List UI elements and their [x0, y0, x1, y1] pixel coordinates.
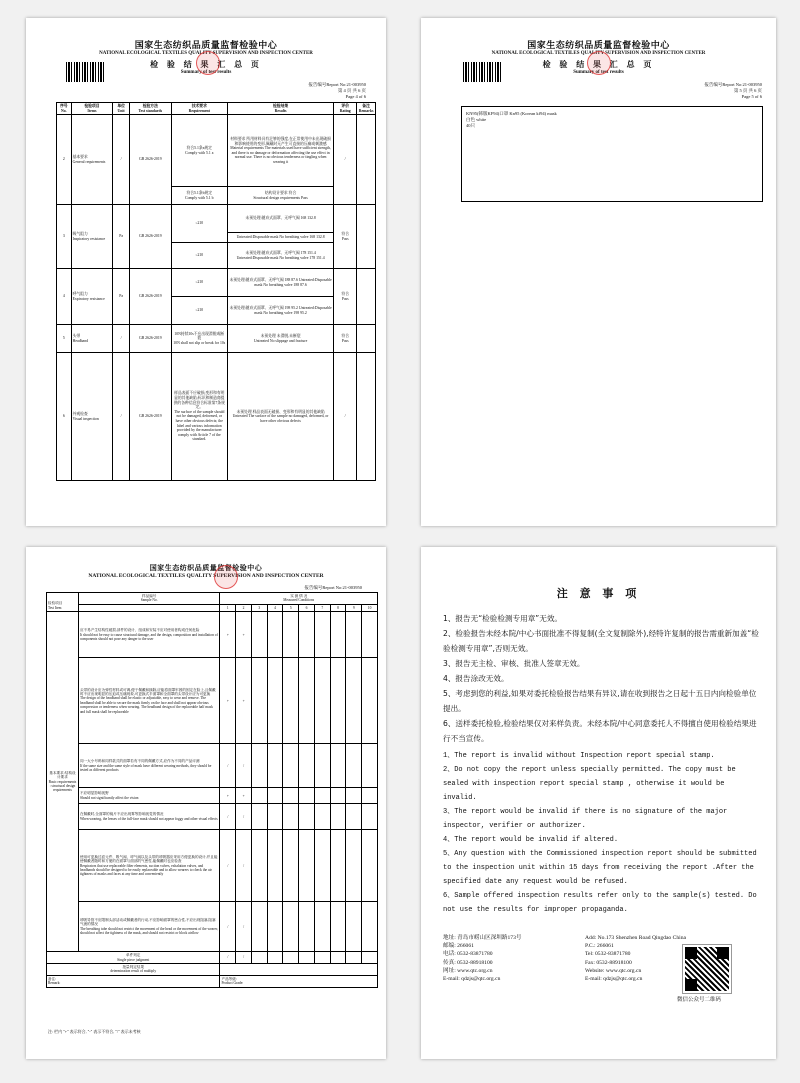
page-number-cn: 第 5 页 共 6 页	[733, 88, 762, 93]
table-row: 5 头带 Headband / GB 2626-2019 10N持续10s不应出现滑脱或断裂 10N shall not slip or break for 10s 未预处理 未滑脱,未断裂 Untreated No slippage and fracture 符合 Pass	[57, 325, 376, 353]
measured-conditions-table	[46, 592, 378, 988]
summary-title-cn: 检 验 结 果 汇 总 页	[150, 60, 262, 69]
table-number-row: 1 2 3 4 5 6 7 8 9 10	[47, 604, 378, 611]
sample-line: 40只	[466, 123, 475, 128]
table-row: 2 基本要求 General requirements / GB 2626-2019 符合5.1条a规定 Comply with 5.1 a 材料要求 所用材料具有足够的强度,在正常使用中未出现破损和影响使用的变形,佩戴时无产生可直接的压痛或刺激感 Material requirements The materials used have sufficient strength, and there is no damage or deformation affecting the use effect in normal use. There is no obvious tenderness or tingling when wearing it /	[57, 115, 376, 187]
org-title-cn: 国家生态纺织品质量监督检验中心	[527, 41, 670, 51]
table-row: 在佩戴时,全面罩的镜片不应出现雾等影响视觉的情况 When wearing, the lenses of the full-face mask should not appear foggy and other visual effects / /	[47, 804, 378, 830]
summary-title-cn: 检 验 结 果 汇 总 页	[542, 60, 655, 69]
single-judgment-row: 单件判定 Single piece judgment / /	[47, 952, 378, 964]
report-number: 报告编号Report No:21-003950	[704, 82, 762, 87]
measured-cn: 实 测 情 况	[290, 594, 308, 598]
col-no: 序号 No.	[57, 103, 72, 115]
test-item-cn: 检验项目	[48, 601, 63, 606]
contact-cn: 地址: 青岛市崂山区深圳路173号 邮编: 266061 电话: 0532-83871780 传真: 0532-88918100 网址: www.qtc.org.cn E-mail: qdzjs@qtc.org.cn	[443, 935, 522, 983]
notice-en-item: 2、Do not copy the report unless specially permitted. The copy must be sealed with inspection report special stamp , otherwise it would be invalid.	[443, 766, 736, 802]
qr-caption: 微信公众号二维码	[677, 997, 722, 1003]
table-row: ≤210 未预处理:随弃式面罩、无呼气阀 198 95.2 Untreated:Disposable mask No breathing valve 198 95.2	[57, 297, 376, 325]
seal-stamp	[196, 51, 220, 75]
org-title-cn: 国家生态纺织品质量监督检验中心	[149, 564, 263, 572]
notice-en-item: 4、The report would be invalid if altered.	[443, 836, 619, 844]
summary-title-en: Summary of test results	[180, 70, 232, 75]
notice-en-item: 5、Any question with the Commissioned inspection report should be submitted to the inspection unit within 15 days from receiving the report .After the specified date any request would be refused.	[443, 850, 757, 886]
table-row: 头带的设计应为弹性材料或可调,便于佩戴和摘除,应能将面罩牢固的固定在脸上,且佩戴时不应出现明显的压迫或压痛现象,可更换式半面罩和全面罩的头带设计应为可更换 The design of the headband shall be elastic or adjustable, easy to wear and remove. The headband shall be able to secure the mask firmly on the face and shall not appear obvious compression or tenderness when wearing. The headband design of the replaceable half mask and full mask shall be replaceable + +	[47, 658, 378, 744]
notice-title: 注 意 事 项	[556, 587, 641, 600]
test-item-en: Test Item	[48, 605, 62, 610]
sample-no-en: Sample No.	[140, 598, 158, 603]
measured-en: Measured Conditions	[283, 598, 315, 603]
report-meta	[704, 82, 762, 100]
col-standards: 检验方法 Test standards	[129, 103, 171, 115]
summary-title-en: Summary of test results	[573, 70, 624, 75]
notice-cn-item: 5、考虑到您的利益,如果对委托检验报告结果有异议,请在收到报告之日起十五日内向检验单位提出。	[443, 689, 757, 713]
table-row: 3 吸气阻力 Inspiratory resistance Pa GB 2626-2019 ≤210 未预处理:随弃式面罩、无呼气阀 168 132.8 符合 Pass	[57, 205, 376, 233]
col-results: 检验结果 Results	[227, 103, 333, 115]
table-row: 基本要求:结构设计要求 Basic requirements : structural design requirements 应不易产生结构性破损,部件的设计、组成和安装不应对使用者构成任何危险 It should not be easy to cause structural damage, and the design, composition and installation of components should not pose any danger to the user + +	[47, 612, 378, 658]
seal-stamp	[214, 565, 238, 589]
group-label: 基本要求:结构设计要求 Basic requirements : structural design requirements	[47, 612, 79, 952]
sample-line: 白色 white	[466, 117, 487, 122]
notice-cn-list	[443, 611, 761, 746]
batch-judgment-row: 批量判定结果 determination result of multiply	[47, 964, 378, 976]
remark-row: 备注: Remark: 产品等级: Product Grade:	[47, 975, 378, 987]
col-requirement: 技术要求 Requirement	[171, 103, 227, 115]
contact-en: Add: No.173 Shenzhen Road Qingdao China P.C.: 266061 Tel: 0532-83871780 Fax: 0532-88918100 Website: www.qtc.org.cn E-mail: qdzjs@qtc.org.cn	[585, 935, 686, 983]
table-row: ≤210 未预处理:随弃式面罩、无呼气阀 178 151.4 Untreated:Disposable mask No breathing valve 178 151.4	[57, 243, 376, 269]
table-row: 同一大小号码和同样款式的面罩若有不同的佩戴方式,应作为不同的产品评测 If the same size and the same style of mask have different wearing methods, they should be tested as different products / /	[47, 744, 378, 788]
results-table	[56, 102, 376, 481]
table-header-row	[57, 103, 376, 115]
org-title-en: NATIONAL ECOLOGICAL TEXTILES QUALITY SUPERVISION AND INSPECTION CENTER	[88, 573, 324, 579]
page-number-cn: 第 4 页 共 6 页	[337, 88, 366, 93]
table-row: 6 外观检查 Visual inspection / GB 2626-2019 样品表面不应破损,变形和有明显的其他缺陷;标识和制造商提供的各种信息符合标准第7条规定。 The surface of the sample should not be damaged, deformed, or have other obvious defects; the label and various information provided by the manufacturer comply with Article 7 of the standard. 未预处理 样品表面无破损、变形和有明显的其他缺陷 Untreated The surface of the sample no damaged, deformed, or have other obvious defects /	[57, 353, 376, 481]
org-title-en: NATIONAL ECOLOGICAL TEXTILES QUALITY SUPERVISION AND INSPECTION CENTER	[491, 51, 706, 56]
table-row: 不应明显影响视野 Should not significantly affect the vision + +	[47, 788, 378, 804]
notice-en-item: 1、The report is invalid without Inspection report special stamp.	[443, 752, 715, 760]
notice-cn-item: 1、报告无“检验检测专用章”无效。	[443, 614, 563, 623]
col-items: 检验项目 Items	[71, 103, 113, 115]
notice-cn-item: 3、报告无主检、审核、批准人签章无效。	[443, 659, 585, 668]
notice-en-item: 3、The report would be invalid if there is no signature of the major inspector, verifier or authorizer.	[443, 808, 728, 830]
table-header-row	[47, 593, 378, 605]
notice-en-list	[443, 749, 761, 917]
table-row: Untreated:Disposable mask No breathing valve 168 132.8	[57, 233, 376, 243]
notice-cn-item: 2、检验报告未经本院/中心书面批准不得复制(全文复制除外),经特许复制的报告需重新加盖“检验检测专用章”,否则无效。	[443, 629, 759, 653]
report-page-4	[26, 18, 386, 526]
table-row: 呼吸导管不应限制头部活动或佩戴者的行动,不应影响面罩的密合性,不应出现阻塞,阻塞气流的情况 The breathing tube should not restrict the movement of the head or the movement of the wearer, should not affect the tightness of the mask, and should not restrict or block airflow / /	[47, 902, 378, 952]
col-remarks: 备注 Remarks	[357, 103, 376, 115]
notice-en-item: 6、Sample offered inspection results refer only to the sample(s) tested. Do not use the results for improper propaganda.	[443, 892, 757, 914]
org-title-cn: 国家生态纺织品质量监督检验中心	[134, 41, 278, 51]
table-row: 使用可更换过滤元件、吸气阀、呼气阀以及头带的呼吸器应采用方便更换的设计,并且能使佩戴者随时和方便的在面罩与面部的气密性,能佩戴时也应检查 Respirators that use replaceable filter elements, suction valves, exhalation valves, and headbands should be designed to be easily replaceable and to allow wearers to check the air tightness of masks and faces at any time and conveniently / /	[47, 830, 378, 902]
footnote: 注: 栏内 "+" 表示符合, "-" 表示不符合, "/" 表示未考核	[48, 1029, 141, 1034]
seal-stamp	[587, 51, 611, 75]
notice-page	[421, 547, 776, 1059]
report-page-detail	[26, 547, 386, 1059]
notice-cn-item: 6、送样委托检验,检验结果仅对来样负责。未经本院/中心同意委托人不得擅自使用检验结果进行不当宣传。	[443, 719, 757, 743]
sample-description-box	[461, 106, 763, 202]
col-rating: 评价 Rating	[334, 103, 357, 115]
report-number: 报告编号Report No:21-003950	[304, 585, 362, 590]
report-number: 报告编号Report No:21-003950	[308, 82, 366, 87]
page-number-en: Page 5 of 6	[741, 94, 762, 99]
report-meta	[308, 82, 366, 100]
report-page-5	[421, 18, 776, 526]
sample-no-cn: 样品编号	[142, 594, 157, 598]
sample-line: KN95(韩版KF94)口罩 Kn95 (Korean kf94) mask	[466, 111, 557, 116]
col-unit: 单位 Unit	[113, 103, 130, 115]
table-row: 4 呼气阻力 Expiratory resistance Pa GB 2626-2019 ≤210 未预处理:随弃式面罩、无呼气阀 188 87.6 Untreated:Disposable mask No breathing valve 188 87.6 符合 Pass	[57, 269, 376, 297]
notice-cn-item: 4、报告涂改无效。	[443, 674, 509, 683]
report-header	[26, 563, 386, 579]
org-title-en: NATIONAL ECOLOGICAL TEXTILES QUALITY SUPERVISION AND INSPECTION CENTER	[99, 51, 313, 56]
page-number-en: Page 4 of 6	[345, 94, 366, 99]
table-row: 符合5.1条b规定 Comply with 5.1 b 结构设计要求 符合 Structural design requirements Pass	[57, 187, 376, 205]
wechat-qr-code	[683, 945, 731, 993]
